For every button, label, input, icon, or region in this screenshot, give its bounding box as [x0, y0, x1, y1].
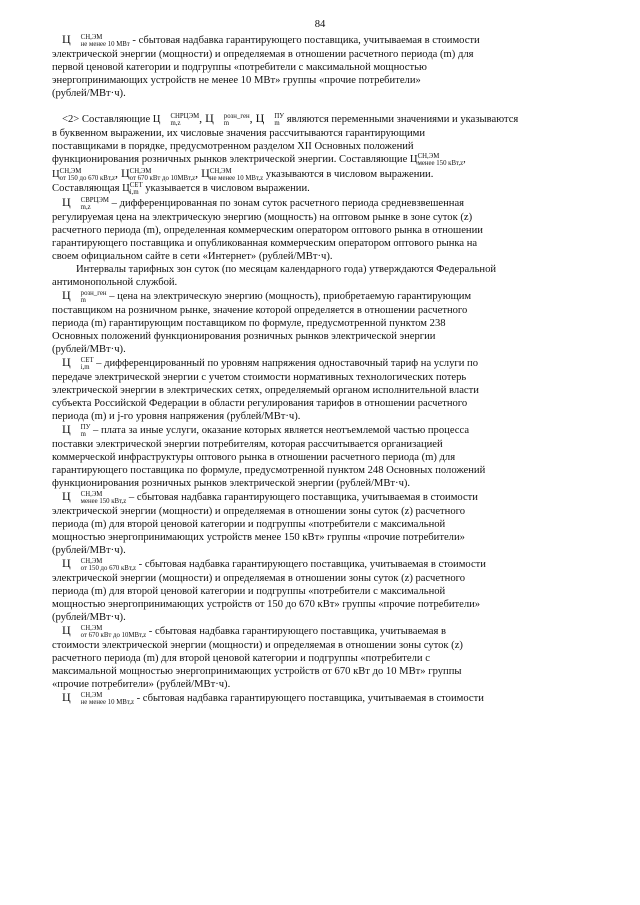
text-run: поставки электрической энергии потребителям, которая рассчитывается организацией [52, 439, 443, 450]
symbol-superscript: СН,ЭМ [80, 34, 103, 41]
text-line [52, 557, 592, 572]
text-line [52, 196, 592, 211]
text-run: электрической энергии (мощности) и определяемая в отношении зоны суток (z) расчетного [52, 506, 466, 517]
symbol-subscript: i,m [129, 189, 139, 196]
text-line [52, 423, 592, 438]
text-run: (рублей/МВт·ч). [52, 612, 126, 623]
symbol-subscript: не менее 10 МВт [80, 41, 130, 48]
formula-symbol [62, 556, 137, 572]
symbol-subscript: от 670 кВт до 10МВт,z [129, 175, 196, 182]
symbol-subscript: не менее 10 МВт,z [80, 699, 134, 706]
formula-symbol [62, 690, 134, 706]
text-run: первой ценовой категории и подгруппы «потребители с максимальной мощностью [52, 62, 427, 73]
symbol-subscript: m,z [80, 204, 91, 211]
symbol-superscript: розн_ген [223, 113, 250, 120]
text-line [52, 250, 592, 263]
formula-symbol [62, 288, 107, 304]
symbol-letter: Ц [62, 32, 71, 46]
symbol-superscript: СН,ЭМ [80, 692, 103, 699]
text-run: , [463, 154, 466, 165]
text-run: антимонопольной службой. [52, 277, 178, 288]
text-line [52, 652, 592, 665]
text-line [52, 153, 592, 167]
text-line [52, 490, 592, 505]
text-run: периода (m) для второй ценовой категории и подгруппы «потребители с максимальной [52, 586, 446, 597]
formula-symbol [195, 166, 264, 182]
page-number: 84 [314, 19, 326, 30]
text-run: - сбытовая надбавка гарантирующего поставщика, учитываемая в стоимости [136, 559, 486, 570]
text-line [52, 384, 592, 397]
text-run: гарантирующего поставщика по формуле, предусмотренной пунктом 248 Основных положений [52, 465, 486, 476]
symbol-letter: Ц [62, 288, 71, 302]
symbol-superscript: СН,ЭМ [80, 558, 103, 565]
symbol-superscript: СН,ЭМ [209, 168, 232, 175]
text-line [52, 531, 592, 544]
text-run: периода (m) и j-го уровня напряжения (рублей/МВт·ч). [52, 411, 301, 422]
text-run: (рублей/МВт·ч). [52, 88, 126, 99]
text-line [52, 330, 592, 343]
symbol-letter: , Ц [115, 166, 130, 180]
text-run: являются переменными значениями и указываются [284, 114, 519, 125]
symbol-superscript: СЕТ [129, 182, 143, 189]
text-run: мощностью энергопринимающих устройств от 150 до 670 кВт» группы «прочие потребители» [52, 599, 481, 610]
symbol-letter: , Ц [199, 111, 214, 125]
text-line [52, 127, 592, 140]
symbol-subscript: не менее 10 МВт,z [209, 175, 264, 182]
text-run: субъекта Российской Федерации в области регулирования тарифов в отношении расчетного [52, 398, 468, 409]
text-line [52, 61, 592, 74]
text-run: - сбытовая надбавка гарантирующего поставщика, учитываемая в стоимости [129, 35, 480, 46]
text-line [52, 112, 592, 127]
symbol-indices [264, 113, 284, 127]
symbol-subscript: m,z [170, 120, 181, 127]
symbol-indices [71, 424, 91, 438]
text-line [52, 371, 592, 384]
text-line [52, 237, 592, 250]
text-run: гарантирующего поставщика и опубликованная коммерческим оператором оптового рынка на [52, 238, 478, 249]
text-line [52, 451, 592, 464]
text-run: поставщиком на розничном рынке, значение которой определяется в отношении расчетного [52, 305, 468, 316]
symbol-subscript: от 150 до 670 кВт,z [80, 565, 137, 572]
text-line [52, 33, 592, 48]
text-line [52, 224, 592, 237]
symbol-superscript: СНРЦЭМ [170, 113, 200, 120]
text-line [52, 74, 592, 87]
text-run: в буквенном выражении, их числовые значения рассчитываются гарантирующими [52, 128, 426, 139]
symbol-letter: Ц [62, 489, 71, 503]
text-run: электрической энергии (мощности) и определяемая в отношении расчетного периода (m) для [52, 49, 474, 60]
text-line [52, 343, 592, 356]
text-line [52, 464, 592, 477]
text-run: указывается в числовом выражении. [142, 183, 310, 194]
text-line [52, 518, 592, 531]
text-line [52, 263, 592, 276]
text-run: электрической энергии в электрических сетях, определяемый органом исполнительной власти [52, 385, 479, 396]
text-line [52, 572, 592, 585]
symbol-superscript: СН,ЭМ [80, 491, 103, 498]
symbol-indices [71, 357, 94, 371]
symbol-letter: Ц [62, 623, 71, 637]
symbol-indices [210, 168, 263, 182]
text-run: «прочие потребители» (рублей/МВт·ч). [52, 679, 231, 690]
symbol-letter: Ц [62, 690, 71, 704]
text-run: - сбытовая надбавка гарантирующего поставщика, учитываемая в стоимости [133, 693, 484, 704]
formula-symbol [62, 623, 147, 639]
text-run: энергопринимающих устройств не менее 10 МВт» группы «прочие потребители» [52, 75, 421, 86]
text-line [52, 211, 592, 224]
text-run: максимальной мощностью энергопринимающих устройств от 670 кВт до 10 МВт» группы [52, 666, 462, 677]
symbol-indices [130, 182, 143, 196]
text-run: регулируемая цена на электрическую энергию (мощность) на оптовом рынке в зоне суток (z) [52, 212, 473, 223]
text-line [52, 544, 592, 557]
symbol-superscript: СН,ЭМ [80, 625, 103, 632]
text-line [52, 276, 592, 289]
symbol-subscript: от 670 кВт до 10МВт,z [80, 632, 147, 639]
text-line [52, 182, 592, 196]
symbol-letter: Ц [62, 556, 71, 570]
text-line [52, 598, 592, 611]
text-line [52, 289, 592, 304]
text-run: мощностью энергопринимающих устройств менее 150 кВт» группы «прочие потребители» [52, 532, 465, 543]
text-run: функционирования розничных рынков электрической энергии. Составляющие Ц [52, 154, 418, 165]
formula-symbol [62, 355, 94, 371]
text-line [52, 438, 592, 451]
symbol-letter: , Ц [249, 111, 265, 125]
text-line [52, 678, 592, 691]
symbol-indices [71, 34, 130, 48]
symbol-letter: Ц [62, 422, 71, 436]
text-line [52, 665, 592, 678]
text-run: расчетного периода (m), определенная коммерческим оператором оптового рынка в отношении [52, 225, 483, 236]
text-run: Основных положений функционирования розничных рынков электрической энергии [52, 331, 436, 342]
text-run: – сбытовая надбавка гарантирующего поставщика, учитываемая в стоимости [126, 492, 478, 503]
text-run: Интервалы тарифных зон суток (по месяцам календарного года) утверждаются Федеральной [76, 264, 497, 275]
text-line [52, 356, 592, 371]
formula-symbol [249, 111, 285, 127]
symbol-subscript: i,m [80, 364, 90, 371]
text-run: расчетного периода (m) для второй ценовой категории и подгруппы «потребители с [52, 653, 430, 664]
text-line [52, 317, 592, 330]
formula-symbol [199, 111, 250, 127]
symbol-indices [71, 197, 109, 211]
symbol-subscript: менее 150 кВт,z [417, 160, 464, 167]
symbol-subscript: m [274, 120, 280, 127]
text-run: Ц [52, 169, 60, 180]
text-line [52, 624, 592, 639]
symbol-superscript: ПУ [274, 113, 285, 120]
symbol-subscript: от 150 до 670 кВт,z [59, 175, 115, 182]
text-run: (рублей/МВт·ч). [52, 344, 126, 355]
text-line [52, 87, 592, 100]
text-run: <2> Составляющие Ц [62, 114, 161, 125]
text-run: периода (m) гарантирующим поставщиком по формуле, предусмотренной пунктом 238 [52, 318, 446, 329]
symbol-superscript: СЕТ [80, 357, 94, 364]
symbol-indices [60, 168, 115, 182]
symbol-superscript: СВРЦЭМ [80, 197, 109, 204]
symbol-indices [71, 290, 107, 304]
text-run: электрической энергии (мощности) и определяемая в отношении зоны суток (z) расчетного [52, 573, 466, 584]
text-line [52, 167, 592, 182]
text-run: Составляющая Ц [52, 183, 130, 194]
symbol-letter: Ц [62, 195, 71, 209]
formula-symbol [115, 166, 196, 182]
text-run: поставщиками в порядке, предусмотренном разделом XII Основных положений [52, 141, 414, 152]
text-run: функционирования розничных рынков электрической энергии (рублей/МВт·ч). [52, 478, 411, 489]
symbol-subscript: m [223, 120, 230, 127]
symbol-indices [160, 113, 199, 127]
text-run: – дифференцированная по зонам суток расчетного периода средневзвешенная [108, 198, 465, 209]
symbol-superscript: СН,ЭМ [417, 153, 440, 160]
text-line [52, 410, 592, 423]
symbol-letter: , Ц [195, 166, 210, 180]
text-run: – дифференцированный по уровням напряжения одноставочный тариф на услуги по [93, 358, 479, 369]
symbol-letter: Ц [62, 355, 71, 369]
text-run: указываются в числовом выражении. [263, 169, 434, 180]
formula-symbol [62, 32, 130, 48]
text-line [52, 477, 592, 490]
symbol-indices [418, 153, 464, 167]
symbol-indices [71, 625, 146, 639]
text-run: – плата за иные услуги, оказание которых является неотъемлемой частью процесса [90, 425, 470, 436]
text-line [52, 140, 592, 153]
symbol-indices [214, 113, 250, 127]
text-line [52, 611, 592, 624]
text-run: стоимости электрической энергии (мощности) и определяемая в отношении зоны суток (z) [52, 640, 463, 651]
formula-symbol [62, 489, 127, 505]
symbol-subscript: менее 150 кВт,z [80, 498, 127, 505]
text-run: своем официальном сайте в сети «Интернет» (рублей/МВт·ч). [52, 251, 333, 262]
text-line [52, 639, 592, 652]
symbol-superscript: розн_ген [80, 290, 107, 297]
text-run: – цена на электрическую энергию (мощность), приобретаемую гарантирующим [106, 291, 472, 302]
symbol-superscript: СН,ЭМ [129, 168, 152, 175]
text-run: коммерческой инфраструктуры оптового рынка в отношении расчетного периода (m) для [52, 452, 456, 463]
formula-symbol [62, 195, 109, 211]
symbol-subscript: m [80, 297, 86, 304]
formula-symbol [62, 422, 91, 438]
symbol-superscript: СН,ЭМ [59, 168, 82, 175]
text-line [52, 691, 592, 706]
text-line [52, 397, 592, 410]
symbol-indices [130, 168, 195, 182]
text-run: (рублей/МВт·ч). [52, 545, 126, 556]
symbol-indices [71, 558, 136, 572]
text-run: периода (m) для второй ценовой категории и подгруппы «потребители с максимальной [52, 519, 446, 530]
text-line [52, 585, 592, 598]
text-run: - сбытовая надбавка гарантирующего поставщика, учитываемая в [146, 626, 447, 637]
document-body [52, 33, 592, 706]
symbol-indices [71, 491, 127, 505]
text-run: передаче электрической энергии с учетом стоимости нормативных технологических потерь [52, 372, 467, 383]
symbol-indices [71, 692, 134, 706]
symbol-superscript: ПУ [80, 424, 91, 431]
symbol-subscript: m [80, 431, 86, 438]
text-line [52, 505, 592, 518]
text-line [52, 304, 592, 317]
text-line [52, 48, 592, 61]
